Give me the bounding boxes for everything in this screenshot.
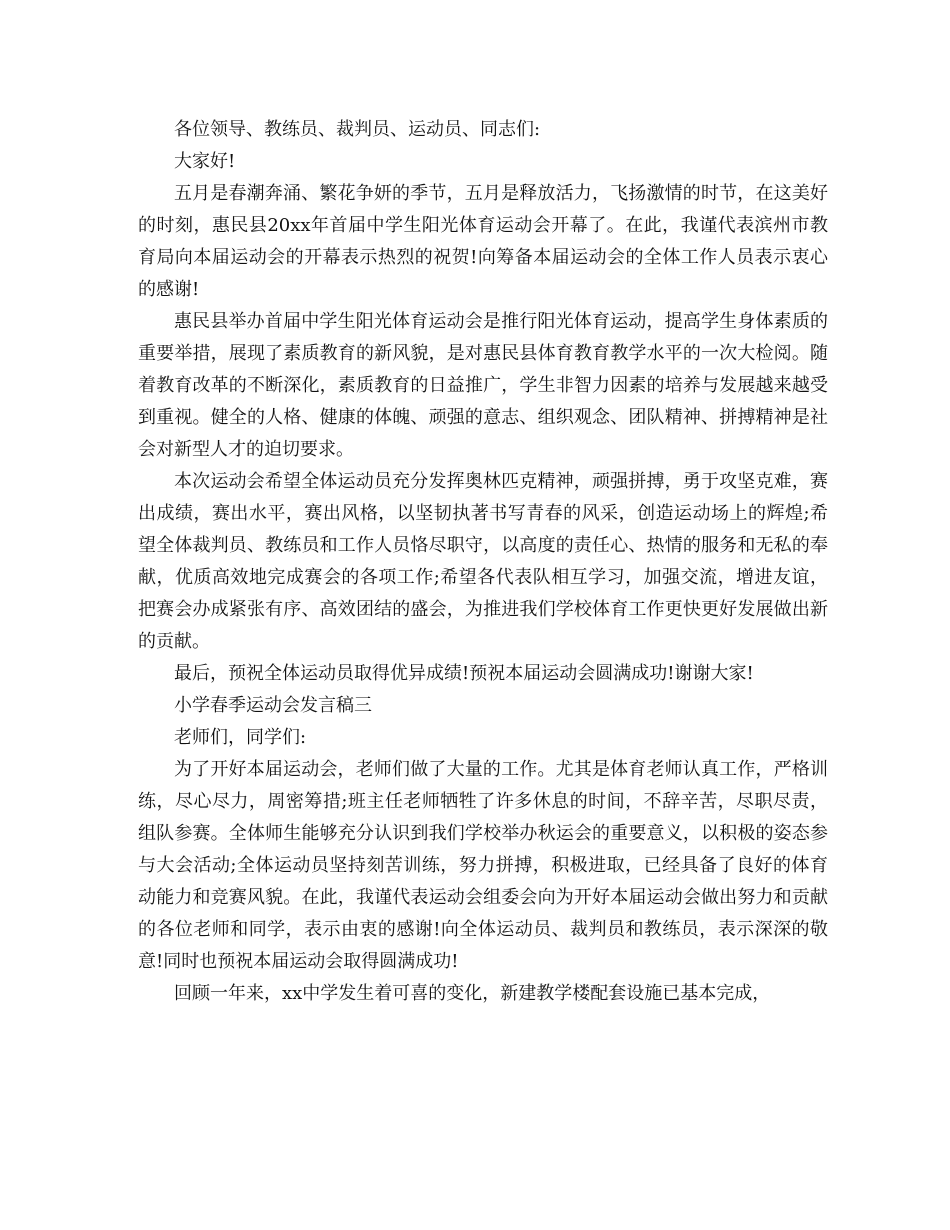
paragraph: 为了开好本届运动会，老师们做了大量的工作。尤其是体育老师认真工作，严格训练，尽心尽力，周密筹措;班主任老师牺牲了许多休息的时间，不辞辛苦，尽职尽责，组队参赛。全体师生能够充分认识到我们学校举办秋运会的重要意义，以积极的姿态参与大会活动;全体运动员坚持刻苦训练，努力拼搏，积极进取，已经具备了良好的体育动能力和竞赛风貌。在此，我谨代表运动会组委会向为开好本届运动会做出努力和贡献的各位老师和同学，表示由衷的感谢!向全体运动员、裁判员和教练员，表示深深的敬意!同时也预祝本届运动会取得圆满成功!	[138, 759, 828, 972]
paragraph: 五月是春潮奔涌、繁花争妍的季节，五月是释放活力，飞扬激情的时节，在这美好的时刻，惠民县20xx年首届中学生阳光体育运动会开幕了。在此，我谨代表滨州市教育局向本届运动会的开幕表示热烈的祝贺!向筹备本届运动会的全体工作人员表示衷心的感谢!	[138, 183, 828, 300]
paragraph: 本次运动会希望全体运动员充分发挥奥林匹克精神，顽强拼搏，勇于攻坚克难，赛出成绩，赛出水平，赛出风格，以坚韧执著书写青春的风采，创造运动场上的辉煌;希望全体裁判员、教练员和工作人员恪尽职守，以高度的责任心、热情的服务和无私的奉献，优质高效地完成赛会的各项工作;希望各代表队相互学习，加强交流，增进友谊，把赛会办成紧张有序、高效团结的盛会，为推进我们学校体育工作更快更好发展做出新的贡献。	[138, 471, 828, 652]
paragraph: 回顾一年来，xx中学发生着可喜的变化，新建教学楼配套设施已基本完成，	[174, 983, 771, 1004]
paragraph: 惠民县举办首届中学生阳光体育运动会是推行阳光体育运动，提高学生身体素质的重要举措，展现了素质教育的新风貌，是对惠民县体育教育教学水平的一次大检阅。随着教育改革的不断深化，素质教育的日益推广，学生非智力因素的培养与发展越来越受到重视。健全的人格、健康的体魄、顽强的意志、组织观念、团队精神、拼搏精神是社会对新型人才的迫切要求。	[138, 311, 828, 460]
salutation: 各位领导、教练员、裁判员、运动员、同志们:	[174, 119, 541, 140]
paragraph: 最后，预祝全体运动员取得优异成绩!预祝本届运动会圆满成功!谢谢大家!	[174, 663, 754, 684]
greeting: 大家好!	[174, 151, 236, 172]
salutation: 老师们，同学们:	[174, 727, 307, 748]
document-body	[138, 114, 828, 1010]
section-heading: 小学春季运动会发言稿三	[174, 695, 372, 716]
